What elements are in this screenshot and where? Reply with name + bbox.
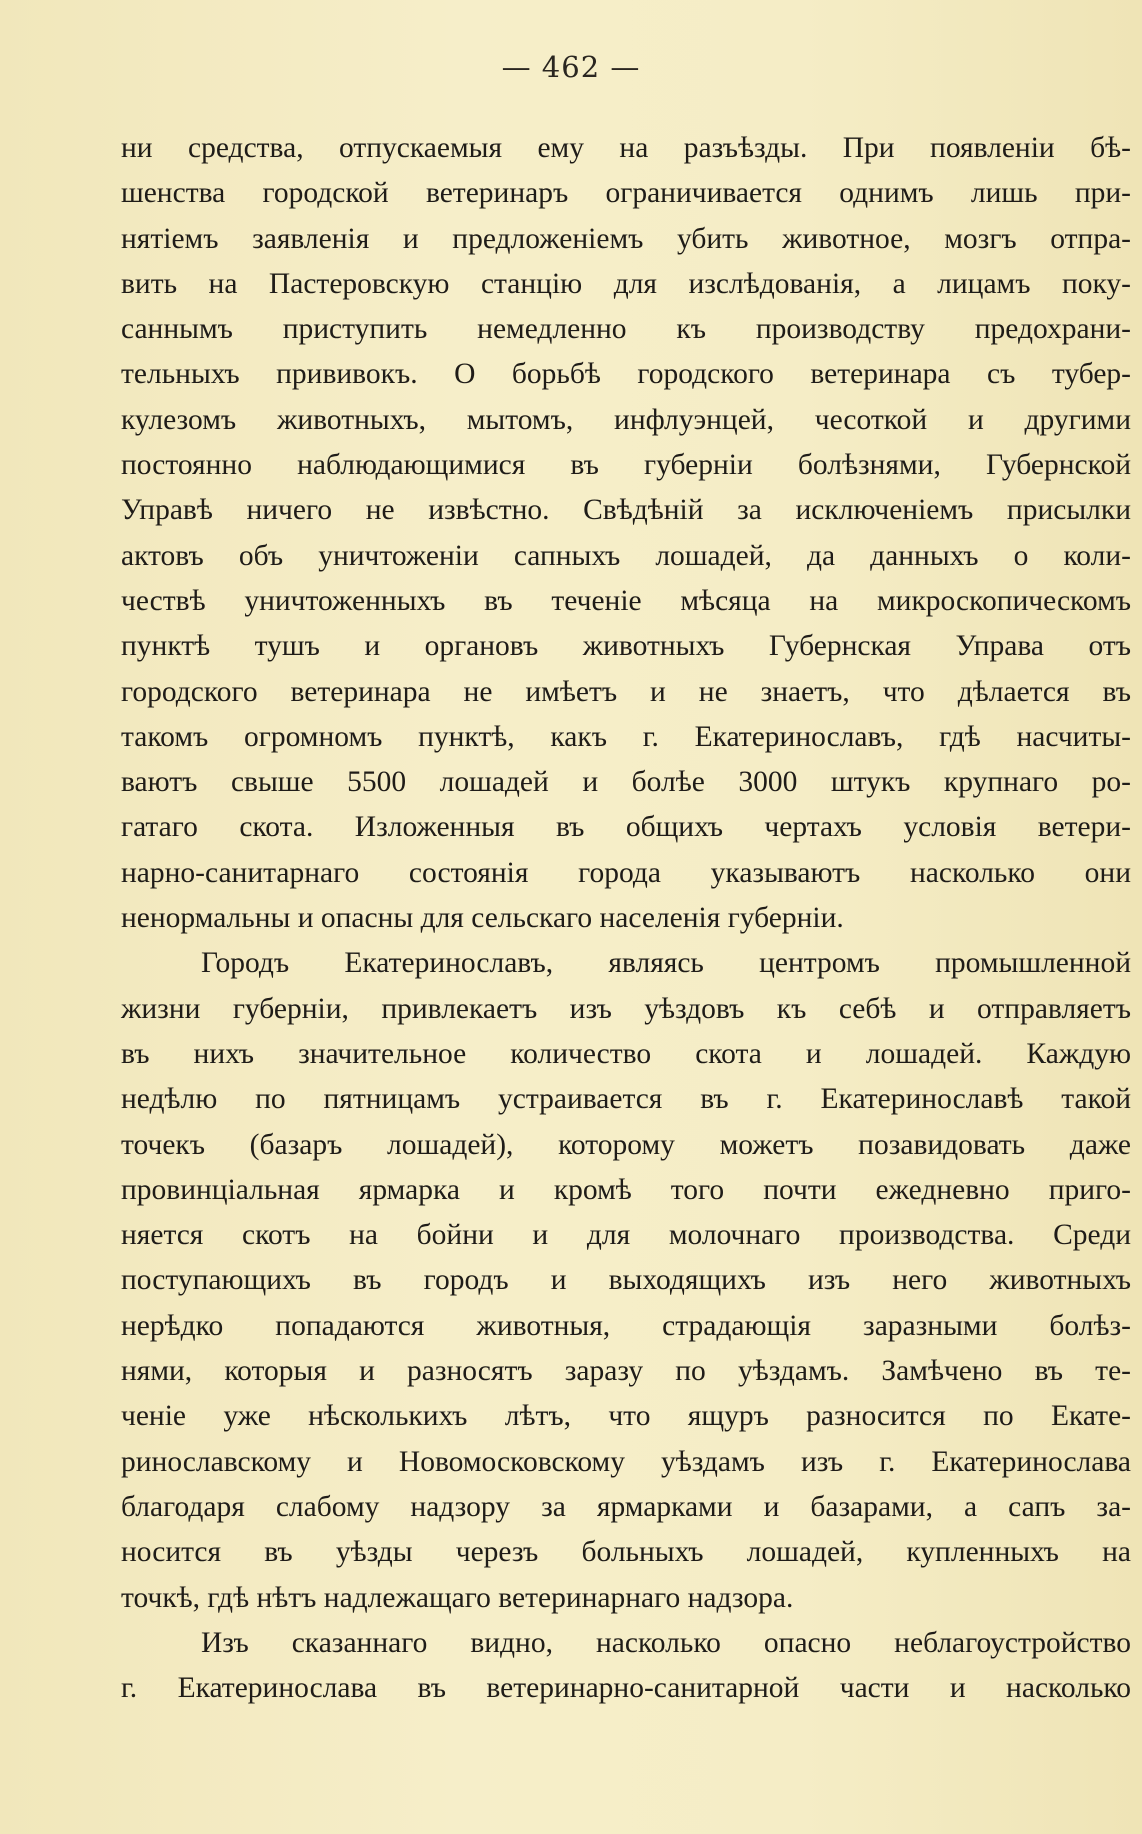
text-line: кулезомъ животныхъ, мытомъ, инфлуэнцей, чесоткой и другими	[121, 403, 1131, 436]
text-line: нями, которыя и разносятъ заразу по уѣздамъ. Замѣчено въ те-	[121, 1355, 1131, 1388]
text-line: жизни губерніи, привлекаетъ изъ уѣздовъ къ себѣ и отправляетъ	[121, 992, 1131, 1025]
text-line: ченіе уже нѣсколькихъ лѣтъ, что ящуръ разносится по Екате-	[121, 1400, 1131, 1433]
text-line: провинціальная ярмарка и кромѣ того почти ежедневно приго-	[121, 1173, 1131, 1206]
text-line: городского ветеринара не имѣетъ и не знаетъ, что дѣлается въ	[121, 675, 1131, 708]
text-line: нерѣдко попадаются животныя, страдающія заразными болѣз-	[121, 1309, 1131, 1342]
text-line: ваютъ свыше 5500 лошадей и болѣе 3000 штукъ крупнаго ро-	[121, 766, 1131, 799]
text-line: въ нихъ значительное количество скота и лошадей. Каждую	[121, 1037, 1131, 1070]
text-line: носится въ уѣзды черезъ больныхъ лошадей, купленныхъ на	[121, 1536, 1131, 1569]
text-line: г. Екатеринослава въ ветеринарно-санитарной части и насколько	[121, 1672, 1131, 1705]
text-line: Управѣ ничего не извѣстно. Свѣдѣній за исключеніемъ присылки	[121, 494, 1131, 527]
text-line: ненормальны и опасны для сельскаго населенія губерніи.	[121, 902, 844, 935]
text-line: вить на Пастеровскую станцію для изслѣдованія, а лицамъ поку-	[121, 267, 1131, 300]
text-line: тельныхъ прививокъ. О борьбѣ городского ветеринара съ тубер-	[121, 358, 1131, 391]
text-line: точкѣ, гдѣ нѣтъ надлежащаго ветеринарнаго надзора.	[121, 1581, 794, 1614]
paragraph	[121, 126, 1131, 941]
text-line: такомъ огромномъ пунктѣ, какъ г. Екатеринославъ, гдѣ насчиты-	[121, 720, 1131, 753]
text-line: няется скотъ на бойни и для молочнаго производства. Среди	[121, 1219, 1131, 1252]
text-line: Городъ Екатеринославъ, являясь центромъ промышленной	[201, 947, 1131, 980]
text-line: пунктѣ тушъ и органовъ животныхъ Губернская Управа отъ	[121, 630, 1131, 663]
text-line: нятіемъ заявленія и предложеніемъ убить животное, мозгъ отпра-	[121, 222, 1131, 255]
text-line: постоянно наблюдающимися въ губерніи болѣзнями, Губернской	[121, 449, 1131, 482]
text-line: Изъ сказаннаго видно, насколько опасно неблагоустройство	[201, 1626, 1131, 1659]
paragraph	[121, 941, 1131, 1620]
text-line: благодаря слабому надзору за ярмарками и базарами, а сапъ за-	[121, 1490, 1131, 1523]
text-line: поступающихъ въ городъ и выходящихъ изъ него животныхъ	[121, 1264, 1131, 1297]
text-line: чествѣ уничтоженныхъ въ теченіе мѣсяца на микроскопическомъ	[121, 584, 1131, 617]
text-line: точекъ (базаръ лошадей), которому можетъ позавидовать даже	[121, 1128, 1131, 1161]
paragraph	[121, 1621, 1131, 1712]
text-line: ринославскому и Новомосковскому уѣздамъ изъ г. Екатеринослава	[121, 1445, 1131, 1478]
body-text	[121, 126, 1131, 1711]
page-number: — 462 —	[501, 50, 641, 84]
text-line: гатаго скота. Изложенныя въ общихъ чертахъ условія ветери-	[121, 811, 1131, 844]
text-line: саннымъ приступить немедленно къ производству предохрани-	[121, 313, 1131, 346]
text-line: недѣлю по пятницамъ устраивается въ г. Екатеринославѣ такой	[121, 1083, 1131, 1116]
text-line: шенства городской ветеринаръ ограничивается однимъ лишь при-	[121, 177, 1131, 210]
text-line: нарно-санитарнаго состоянія города указываютъ насколько они	[121, 856, 1131, 889]
text-line: актовъ объ уничтоженіи сапныхъ лошадей, да данныхъ о коли-	[121, 539, 1131, 572]
text-line: ни средства, отпускаемыя ему на разъѣзды. При появленіи бѣ-	[121, 132, 1131, 164]
